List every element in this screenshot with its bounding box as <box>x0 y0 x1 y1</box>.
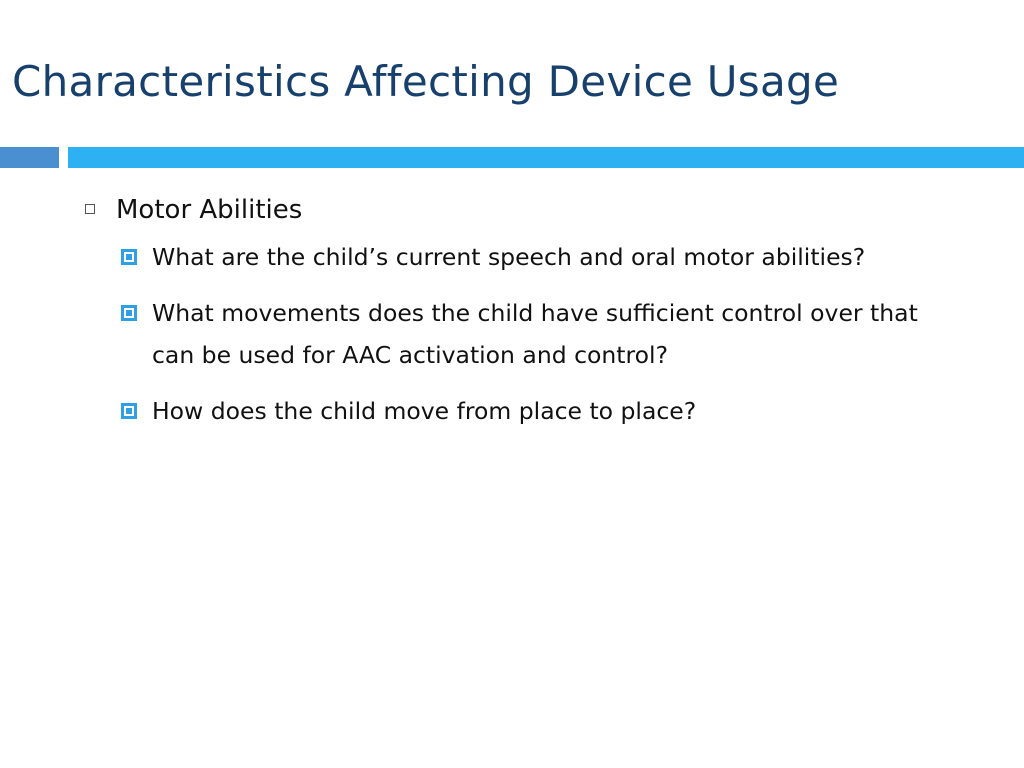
bullet-item <box>0 190 1024 236</box>
slide-title: Characteristics Affecting Device Usage <box>12 57 840 106</box>
sub-bullet-list <box>0 236 1024 432</box>
sub-bullet-item <box>0 292 1024 376</box>
square-bullet-icon <box>121 249 137 265</box>
sub-bullet-item <box>0 390 1024 432</box>
sub-bullet-text: How does the child move from place to place? <box>152 397 697 425</box>
sub-bullet-text: What movements does the child have sufficient control over that can be used for AAC activation and control? <box>152 299 918 369</box>
sub-bullet-item <box>0 236 1024 278</box>
square-bullet-icon <box>121 403 137 419</box>
slide-content <box>0 190 1024 446</box>
title-accent-bar-left <box>0 147 59 168</box>
square-bullet-icon <box>121 305 137 321</box>
sub-bullet-text: What are the child’s current speech and oral motor abilities? <box>152 243 866 271</box>
hollow-square-bullet-icon <box>85 204 95 214</box>
title-accent-bar-right <box>68 147 1024 168</box>
bullet-text: Motor Abilities <box>116 195 303 225</box>
